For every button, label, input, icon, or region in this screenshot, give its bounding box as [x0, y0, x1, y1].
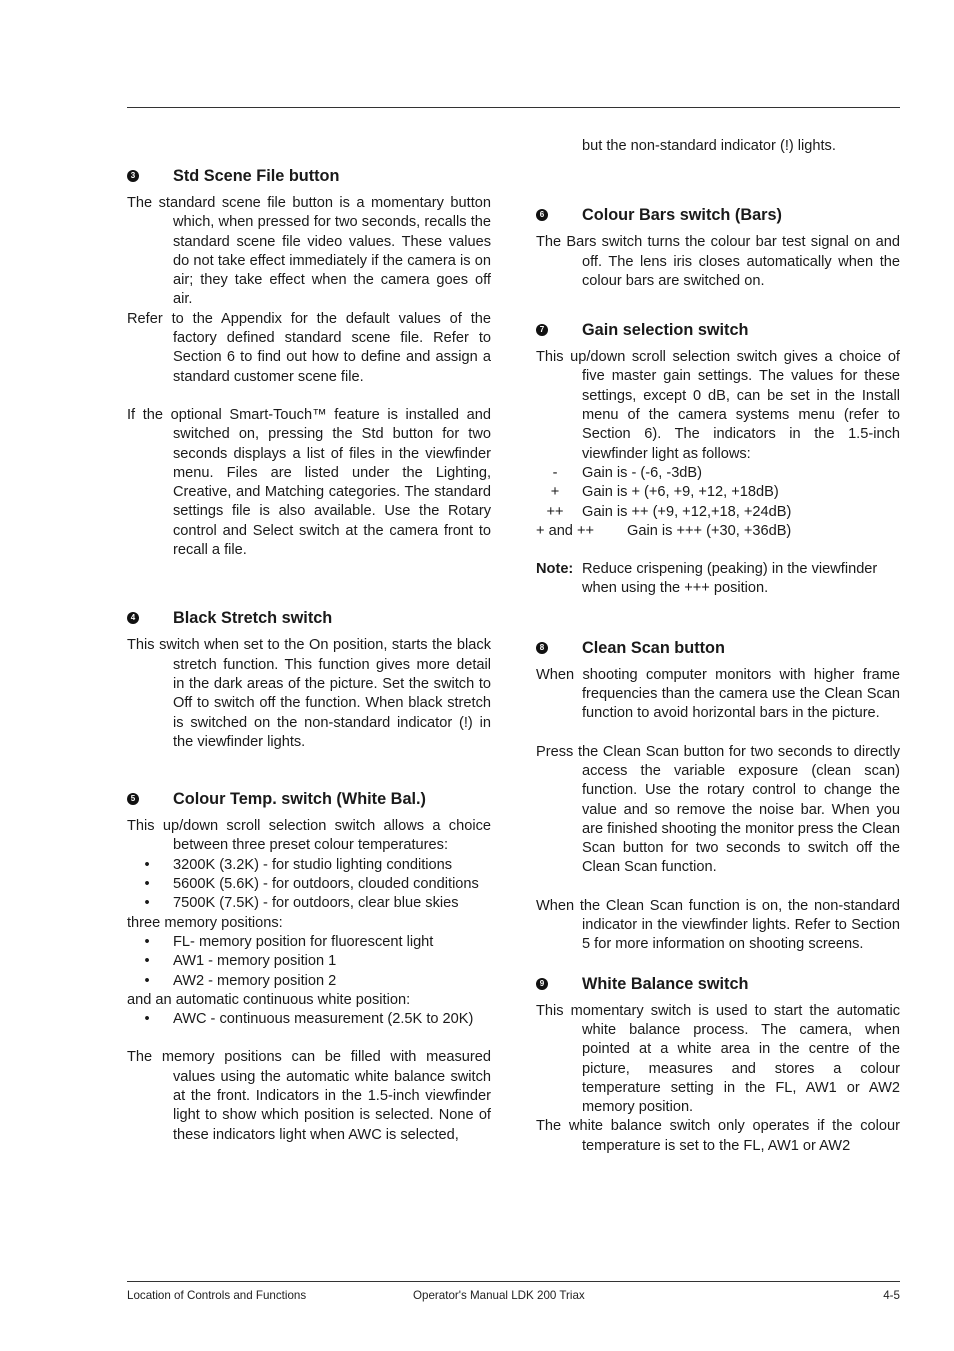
list-item: • AW2 - memory position 2 [127, 972, 491, 991]
list-item: • 3200K (3.2K) - for studio lighting conditions [127, 856, 491, 875]
paragraph: Press the Clean Scan button for two seconds to directly access the variable exposure (clean scan) function. Use the rotary control to change the value and so remove the noise bar. When you are finished shooting the monitor press the Clean Scan button for two seconds to switch off the Clean Scan function. [536, 743, 901, 876]
bullet-icon: • [144, 933, 150, 950]
section-number-4: 4 [127, 612, 139, 624]
section-title: Std Scene File button [173, 167, 340, 185]
section-title: White Balance switch [582, 974, 749, 993]
right-column [536, 137, 900, 1156]
section-number-6: 6 [536, 209, 548, 221]
list-item: • FL- memory position for fluorescent light [127, 933, 491, 952]
bullet-icon: • [144, 972, 150, 989]
gain-list-item: - Gain is - (-6, -3dB) [552, 464, 703, 481]
section-number-9: 9 [536, 978, 548, 990]
section-heading-std-scene-file [127, 165, 491, 187]
section-heading-white-balance [536, 973, 900, 995]
header-rule [127, 107, 900, 108]
paragraph: This up/down scroll selection switch gives a choice of five master gain settings. The values for these settings, except 0 dB, can be set in the Install menu of the camera systems menu (refer to Section 6). The indicators in the 1.5-inch viewfinder light as follows: [536, 349, 900, 462]
footer-center: Operator's Manual LDK 200 Triax [413, 1289, 585, 1302]
section-title: Black Stretch switch [173, 609, 333, 628]
section-number-5: 5 [127, 793, 139, 805]
section-number-8: 8 [536, 642, 548, 654]
bullet-icon: • [144, 895, 150, 912]
section-heading-colour-bars [536, 204, 900, 226]
list-item: • AWC - continuous measurement (2.5K to 20K) [127, 1010, 491, 1029]
note-text: Reduce crispening (peaking) in the viewfinder when using the +++ position. [582, 561, 878, 597]
paragraph-continuation: but the non-standard indicator (!) lights. [582, 138, 836, 154]
note-label: Note: [536, 561, 574, 578]
section-title: Colour Bars switch (Bars) [582, 206, 782, 225]
left-column [127, 165, 491, 1145]
gain-list-item: + Gain is + (+6, +9, +12, +18dB) [550, 484, 779, 501]
section-heading-clean-scan [536, 637, 900, 659]
footer-left: Location of Controls and Functions [127, 1289, 307, 1302]
note [536, 560, 900, 599]
bullet-icon: • [144, 876, 150, 893]
bullet-icon: • [144, 856, 150, 873]
paragraph: When the Clean Scan function is on, the non-standard indicator in the viewfinder lights. Refer to Section 5 for more information on shooting screens. [536, 897, 900, 953]
paragraph: The memory positions can be filled with measured values using the automatic white balance switch at the front. Indicators in the 1.5-inch viewfinder light to show which position is selected. None of these indicators light when AWC is selected, [127, 1049, 491, 1143]
list-item: • 5600K (5.6K) - for outdoors, clouded conditions [127, 875, 491, 894]
gain-list-item: ++ Gain is ++ (+9, +12,+18, +24dB) [546, 503, 792, 520]
section-title: Colour Temp. switch (White Bal.) [173, 790, 426, 809]
section-number-7: 7 [536, 324, 548, 336]
section-heading-gain-selection [536, 319, 900, 341]
list-item: • 7500K (7.5K) - for outdoors, clear blue skies [127, 894, 491, 913]
paragraph: The standard scene file button is a momentary button which, when pressed for two seconds, recalls the standard scene file video values. These values do not take effect immediately if the camera is on air; they take effect when the camera goes off air. [127, 195, 491, 308]
paragraph: This momentary switch is used to start the automatic white balance process. The camera, when pointed at a white area in the centre of the picture, measures and stores a colour temperature setting in the FL, AW1 or AW2 memory position. [536, 1002, 900, 1116]
section-heading-colour-temp [127, 788, 491, 810]
list-intro: and an automatic continuous white position: [127, 991, 411, 1008]
section-heading-black-stretch [127, 607, 491, 629]
list-item: • AW1 - memory position 1 [127, 952, 491, 971]
section-title: Clean Scan button [582, 638, 725, 657]
list-intro: three memory positions: [127, 914, 283, 931]
bullet-icon: • [144, 1011, 150, 1028]
paragraph: This switch when set to the On position, starts the black stretch function. This function gives more detail in the dark areas of the picture. Set the switch to Off to switch off the function. When black stretch is switched on the non-standard indicator (!) in the viewfinder lights. [127, 637, 491, 750]
section-number-3: 3 [127, 170, 139, 182]
section-title: Gain selection switch [582, 321, 749, 340]
footer-page-number: 4-5 [883, 1289, 900, 1302]
paragraph: This up/down scroll selection switch allows a choice between three preset colour temperatures: [127, 818, 491, 854]
paragraph: If the optional Smart-Touch™ feature is installed and switched on, pressing the Std button for two seconds displays a list of files in the viewfinder menu. Files are listed under the Lighting, Creative, and Matching categories. The standard settings file is also available. Use the Rotary control and Select switch at the camera front to recall a file. [127, 406, 491, 559]
paragraph: When shooting computer monitors with higher frame frequencies than the camera use the Clean Scan function to avoid horizontal bars in the picture. [536, 666, 900, 722]
footer-rule [127, 1281, 900, 1282]
gain-list-item: + and ++ Gain is +++ (+30, +36dB) [536, 522, 792, 539]
paragraph: Refer to the Appendix for the default values of the factory defined standard scene file. Refer to Section 6 to find out how to define and assign a standard customer scene file. [127, 310, 491, 385]
bullet-icon: • [144, 953, 150, 970]
paragraph: The white balance switch only operates if the colour temperature is set to the FL, AW1 or AW2 [536, 1118, 900, 1154]
paragraph: The Bars switch turns the colour bar test signal on and off. The lens iris closes automatically when the colour bars are switched on. [536, 234, 900, 289]
